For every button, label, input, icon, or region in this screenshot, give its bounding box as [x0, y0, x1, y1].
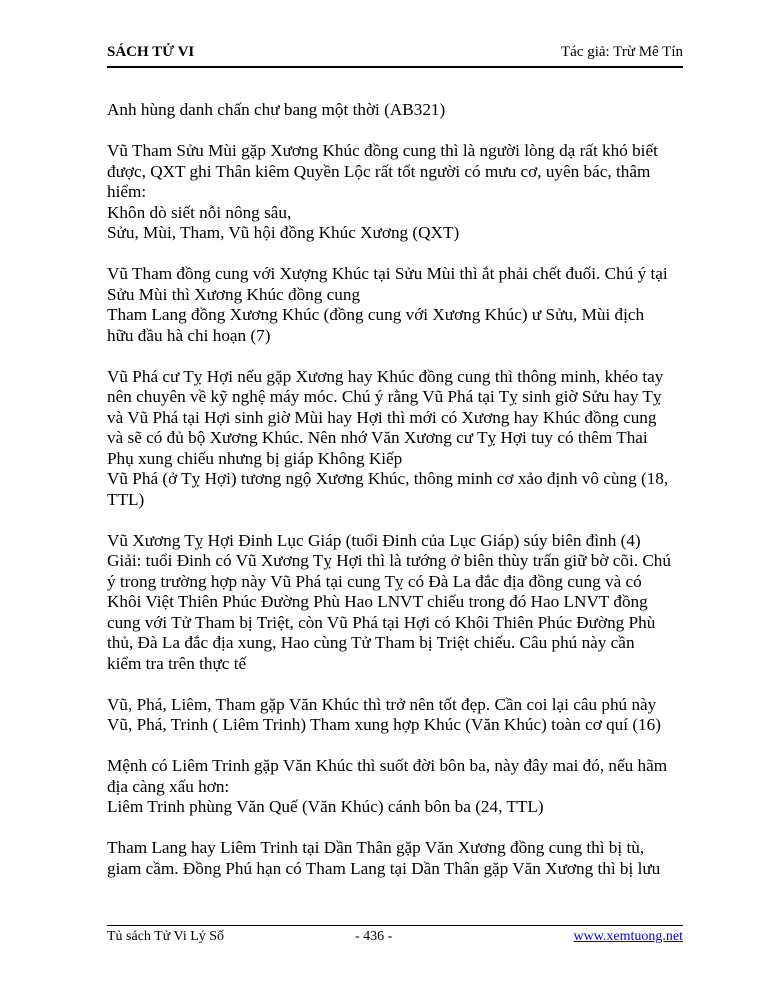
text-line: Giải: tuổi Đinh có Vũ Xương Tỵ Hợi thì là tướng ở biên thùy trấn giữ bờ cõi. Chú — [107, 551, 671, 570]
text-line: Anh hùng danh chấn chư bang một thời (AB321) — [107, 100, 446, 119]
paragraph — [107, 756, 689, 818]
text-line: Phụ xung chiếu nhưng bị giáp Không Kiếp — [107, 448, 403, 468]
text-line: được, QXT ghi Thân kiêm Quyền Lộc rất tốt người có mưu cơ, uyên bác, thâm — [107, 161, 651, 181]
text-line: nên chuyên về kỹ nghệ máy móc. Chú ý rằng Vũ Phá tại Tỵ sinh giờ Sửu hay Tỵ — [107, 387, 662, 406]
page-header — [107, 44, 683, 66]
page-footer — [107, 929, 683, 949]
paragraph — [107, 531, 689, 675]
author-label: Tác giả: Trừ Mê Tín — [560, 44, 683, 60]
text-line: địa càng xấu hơn: — [107, 776, 230, 796]
text-line: TTL) — [107, 489, 145, 509]
header-divider — [107, 66, 683, 68]
website-link[interactable]: www.xemtuong.net — [573, 929, 683, 944]
text-line: hiểm: — [107, 182, 147, 201]
text-line: giam cầm. Đồng Phú hạn có Tham Lang tại Dần Thân gặp Văn Xương thì bị lưu — [107, 858, 661, 878]
text-line: ý trong trường hợp này Vũ Phá tại cung Tỵ có Đà La đắc địa đồng cung và có — [107, 571, 642, 591]
page-number: - 436 - — [355, 929, 393, 944]
text-line: và sẽ có đủ bộ Xương Khúc. Nên nhớ Văn Xương cư Tỵ Hợi tuy có thêm Thai — [107, 428, 648, 447]
book-title: SÁCH TỬ VI — [107, 44, 195, 60]
text-line: Liêm Trinh phùng Văn Quế (Văn Khúc) cánh bôn ba (24, TTL) — [107, 797, 544, 816]
text-line: Vũ, Phá, Trinh ( Liêm Trinh) Tham xung hợp Khúc (Văn Khúc) toàn cơ quí (16) — [107, 715, 661, 734]
text-line: Khôi Việt Thiên Phúc Đường Phù Hao LNVT chiếu trong đó Hao LNVT đồng — [107, 592, 648, 611]
paragraph — [107, 100, 689, 121]
text-line: hữu đầu hà chi hoạn (7) — [107, 325, 271, 345]
text-line: cung với Tử Tham bị Triệt, còn Vũ Phá tại Hợi có Khôi Thiên Phúc Đường Phù — [107, 612, 656, 632]
text-line: Tham Lang hay Liêm Trinh tại Dần Thân gặp Văn Xương đồng cung thì bị tù, — [107, 838, 645, 857]
text-line: kiểm tra trên thực tế — [107, 653, 247, 673]
text-line: Vũ, Phá, Liêm, Tham gặp Văn Khúc thì trở nên tốt đẹp. Cần coi lại câu phú này — [107, 694, 657, 714]
paragraph — [107, 141, 689, 244]
paragraph — [107, 367, 689, 511]
text-line: Vũ Xương Tỵ Hợi Đinh Lục Giáp (tuổi Đinh của Lục Giáp) súy biên đình (4) — [107, 530, 641, 550]
text-line: Vũ Tham Sửu Mùi gặp Xương Khúc đồng cung thì là người lòng dạ rất khó biết — [107, 141, 658, 160]
paragraph — [107, 838, 689, 879]
page-body — [107, 100, 689, 900]
footer-divider — [107, 925, 683, 926]
text-line: Khôn dò siết nỗi nông sâu, — [107, 202, 292, 222]
series-label: Tủ sách Tử Vi Lý Số — [107, 929, 225, 944]
paragraph — [107, 695, 689, 736]
text-line: Sửu, Mùi, Tham, Vũ hội đồng Khúc Xương (QXT) — [107, 223, 460, 242]
text-line: Mệnh có Liêm Trinh gặp Văn Khúc thì suốt đời bôn ba, này đây mai đó, nếu hãm — [107, 756, 668, 775]
text-line: thủ, Đà La đắc địa xung, Hao cùng Tử Tham bị Triệt chiếu. Câu phú này cần — [107, 633, 635, 652]
paragraph — [107, 264, 689, 346]
text-line: Tham Lang đồng Xương Khúc (đồng cung với Xương Khúc) ư Sửu, Mùi địch — [107, 305, 645, 324]
text-line: và Vũ Phá tại Hợi sinh giờ Mùi hay Hợi thì mới có Xương hay Khúc đồng cung — [107, 407, 657, 427]
text-line: Vũ Phá (ở Tỵ Hợi) tương ngộ Xương Khúc, thông minh cơ xảo định vô cùng (18, — [107, 469, 669, 488]
text-line: Vũ Tham đồng cung với Xượng Khúc tại Sửu Mùi thì ắt phải chết đuối. Chú ý tại — [107, 264, 668, 283]
text-line: Vũ Phá cư Tỵ Hợi nếu gặp Xương hay Khúc đồng cung thì thông minh, khéo tay — [107, 366, 664, 386]
text-line: Sửu Mùi thì Xương Khúc đồng cung — [107, 284, 361, 304]
